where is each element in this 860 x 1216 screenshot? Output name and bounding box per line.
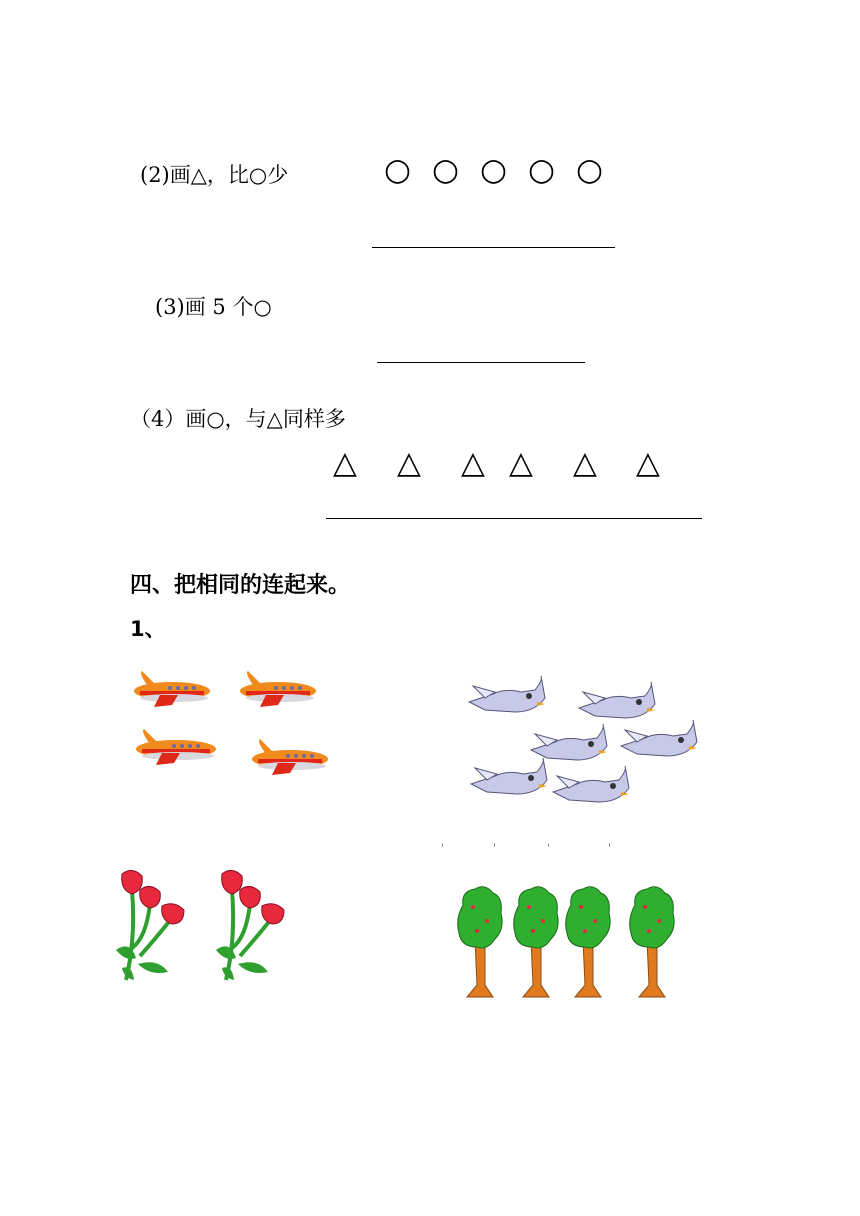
bird-icon [617,716,697,764]
bird-icon [467,754,547,802]
circle-shape: ○ [528,152,556,188]
sub-item-label: 1、 [130,617,166,641]
tick-mark: ' [441,843,444,854]
bird-group[interactable] [465,672,705,812]
triangle-shape: △ [461,445,485,481]
tree-icon [455,885,505,1000]
question-2-circles [384,152,624,188]
airplane-group[interactable] [128,665,338,780]
triangle-shape: △ [509,445,533,481]
tulip-group[interactable] [112,868,292,988]
airplane-icon [132,727,216,769]
circle-shape: ○ [432,152,460,188]
question-4-answer-line[interactable] [326,518,702,519]
question-3-label: (3)画 5 个○ [155,295,272,319]
triangle-shape: △ [333,445,357,481]
tick-mark: ' [493,843,496,854]
triangle-shape: △ [573,445,597,481]
airplane-icon [236,669,316,711]
tulip-icon [112,868,192,986]
tulip-icon [212,868,292,986]
bird-icon [465,672,545,720]
circle-shape: ○ [576,152,604,188]
tick-mark: ' [547,843,550,854]
circle-shape: ○ [480,152,508,188]
airplane-icon [248,737,328,779]
question-4-label: （4）画○，与△同样多 [130,407,346,431]
question-2-label: (2)画△，比○少 [140,163,289,187]
tree-icon [511,885,561,1000]
tick-mark: ' [608,843,611,854]
section-heading: 四、把相同的连起来。 [130,573,351,598]
triangle-shape: △ [397,445,421,481]
tree-icon [627,885,677,1000]
airplane-icon [130,669,210,711]
triangle-shape: △ [636,445,660,481]
circle-shape: ○ [384,152,412,188]
tree-group[interactable] [455,885,685,1003]
question-3-answer-line[interactable] [377,362,585,363]
tree-icon [563,885,613,1000]
question-4-triangles [0,445,860,488]
bird-icon [549,762,629,810]
question-2-answer-line[interactable] [372,247,615,248]
